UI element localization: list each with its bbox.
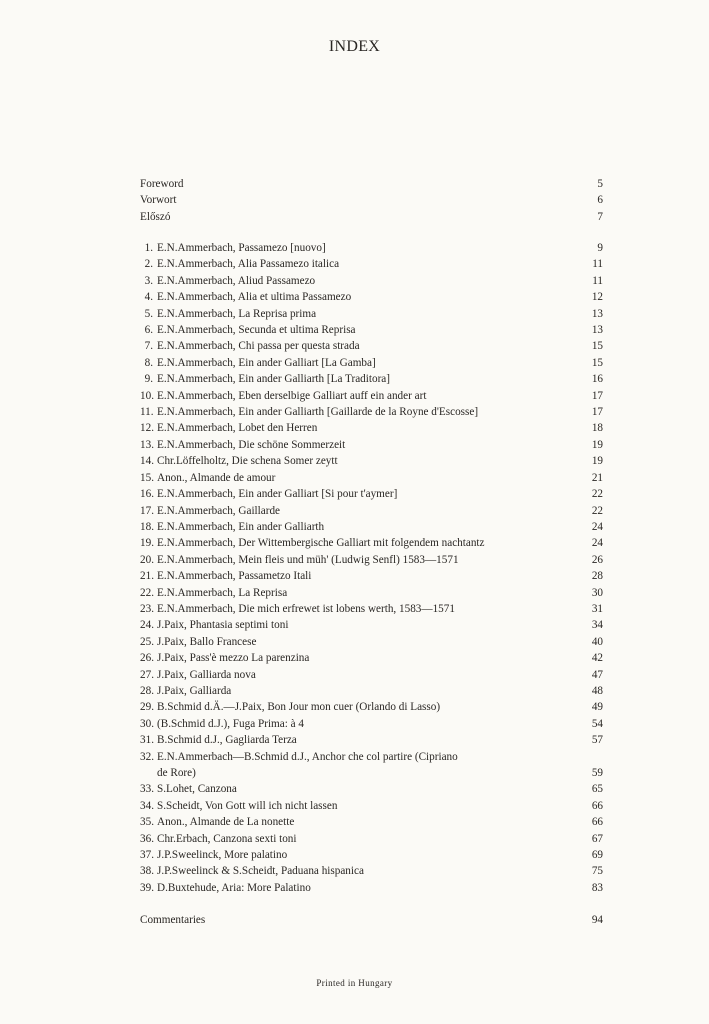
entry-number: 14. (140, 455, 154, 468)
entry-page: 21 (591, 471, 603, 484)
entry-title: E.N.Ammerbach, Der Wittembergische Galliart mit folgendem nachtantz (157, 537, 485, 550)
entry-number: 23. (140, 602, 154, 615)
entry-title: S.Lohet, Canzona (157, 783, 237, 796)
entry-title: Anon., Almande de La nonette (157, 816, 295, 829)
index-entry (140, 453, 603, 469)
index-entry (140, 601, 603, 617)
entry-page: 6 (597, 194, 603, 207)
index-entry (140, 306, 603, 322)
entry-title: E.N.Ammerbach, Aliud Passamezo (157, 274, 316, 287)
entry-number: 11. (140, 406, 154, 419)
index-entry (140, 322, 603, 338)
index-entry (140, 568, 603, 584)
index-entry (140, 404, 603, 420)
entry-title: S.Scheidt, Von Gott will ich nicht lassen (157, 799, 338, 812)
index-entry (140, 749, 603, 765)
entry-title: E.N.Ammerbach, Ein ander Galliarth (157, 520, 325, 533)
entry-title: E.N.Ammerbach, Ein ander Galliart [La Gamba] (157, 356, 376, 369)
index-entry (140, 470, 603, 486)
entry-title: E.N.Ammerbach, Alia et ultima Passamezo (157, 291, 352, 304)
entry-title: E.N.Ammerbach—B.Schmid d.J., Anchor che col partire (Cipriano (157, 750, 458, 763)
index-entry (140, 552, 603, 568)
index-entry (140, 289, 603, 305)
index-entry (140, 256, 603, 272)
entry-page: 28 (591, 570, 603, 583)
index-entry (140, 667, 603, 683)
index-entry (140, 371, 603, 387)
entry-page: 26 (591, 553, 603, 566)
entry-page: 12 (591, 291, 603, 304)
entry-page: 19 (591, 455, 603, 468)
entry-number: 35. (140, 816, 154, 829)
entry-title: J.Paix, Ballo Francese (157, 635, 257, 648)
entry-page: 17 (591, 406, 603, 419)
entry-number: 28. (140, 684, 154, 697)
entry-title: Chr.Löffelholtz, Die schena Somer zeytt (157, 455, 338, 468)
front-matter-list (140, 176, 603, 225)
entry-page: 67 (591, 832, 603, 845)
entry-number: 27. (140, 668, 154, 681)
entry-page: 24 (591, 520, 603, 533)
entry-title: E.N.Ammerbach, La Reprisa (157, 586, 288, 599)
index-entry (140, 240, 603, 256)
front-matter-entry (140, 192, 603, 208)
entry-number: 4. (144, 291, 153, 304)
page-title: INDEX (328, 38, 381, 55)
entry-page: 5 (597, 178, 603, 190)
entry-title: J.Paix, Galliarda (157, 684, 232, 697)
entry-number: 24. (140, 619, 154, 632)
entry-title-continuation: de Rore) (157, 767, 196, 779)
entry-page: 83 (591, 881, 603, 894)
index-entry (140, 798, 603, 814)
back-matter-entry (140, 912, 603, 928)
entry-page: 59 (591, 767, 603, 779)
entry-page: 30 (591, 586, 603, 599)
entry-page: 13 (591, 307, 603, 320)
entry-title: (B.Schmid d.J.), Fuga Prima: à 4 (157, 717, 304, 730)
index-entry (140, 650, 603, 666)
entry-page: 49 (591, 701, 603, 714)
entry-title: J.Paix, Pass'è mezzo La parenzina (157, 652, 310, 665)
index-entry (140, 519, 603, 535)
entry-number: 10. (140, 389, 154, 402)
entry-page: 15 (591, 340, 603, 353)
entry-number: 19. (140, 537, 154, 550)
entry-page: 66 (591, 816, 603, 829)
entry-number: 39. (140, 881, 154, 894)
index-entry (140, 716, 603, 732)
entry-page: 69 (591, 849, 603, 862)
entry-number: 36. (140, 832, 154, 845)
entry-number: 31. (140, 734, 154, 747)
entry-page: 16 (591, 373, 603, 386)
index-entry (140, 699, 603, 715)
entry-number: 26. (140, 652, 154, 665)
entry-title: Előszó (140, 210, 171, 223)
entry-page: 18 (591, 422, 603, 435)
entry-number: 32. (140, 750, 154, 763)
entry-page: 47 (591, 668, 603, 681)
entry-title: E.N.Ammerbach, Ein ander Galliarth [Gaillarde de la Royne d'Escosse] (157, 406, 479, 419)
entry-page: 9 (597, 242, 603, 254)
entry-title: E.N.Ammerbach, Die schöne Sommerzeit (157, 438, 346, 451)
entry-number: 34. (140, 799, 154, 812)
entry-title: J.Paix, Galliarda nova (157, 668, 256, 681)
index-entry (140, 585, 603, 601)
entry-page: 17 (591, 389, 603, 402)
entry-page: 22 (591, 488, 603, 501)
index-entry (140, 781, 603, 797)
entry-number: 7. (144, 340, 153, 353)
entry-title: E.N.Ammerbach, Die mich erfrewet ist lobens werth, 1583—1571 (157, 602, 455, 615)
entry-title: E.N.Ammerbach, Gaillarde (157, 504, 281, 517)
index-entry (140, 420, 603, 436)
entry-number: 30. (140, 717, 154, 730)
entry-title: E.N.Ammerbach, Chi passa per questa strada (157, 340, 360, 353)
entry-number: 15. (140, 471, 154, 484)
index-entry-continuation (140, 765, 603, 781)
entry-page: 13 (591, 324, 603, 337)
front-matter-entry (140, 176, 603, 192)
entry-page: 7 (597, 210, 603, 223)
front-matter-entry (140, 209, 603, 225)
entry-page: 42 (591, 652, 603, 665)
entry-page: 57 (591, 734, 603, 747)
entry-number: 18. (140, 520, 154, 533)
index-entry (140, 634, 603, 650)
entry-title: B.Schmid d.Ä.—J.Paix, Bon Jour mon cuer (Orlando di Lasso) (157, 701, 441, 714)
entry-number: 22. (140, 586, 154, 599)
entry-number: 37. (140, 849, 154, 862)
index-entry (140, 535, 603, 551)
entry-number: 21. (140, 570, 154, 583)
entry-page: 15 (591, 356, 603, 369)
entry-page: 48 (591, 684, 603, 697)
entry-title: B.Schmid d.J., Gagliarda Terza (157, 734, 297, 747)
entry-number: 25. (140, 635, 154, 648)
index-entry (140, 355, 603, 371)
entry-number: 12. (140, 422, 154, 435)
index-entry (140, 732, 603, 748)
entry-title: E.N.Ammerbach, Mein fleis und müh' (Ludwig Senfl) 1583—1571 (157, 553, 459, 566)
entry-page: 11 (592, 274, 603, 287)
entry-page: 66 (591, 799, 603, 812)
index-entry (140, 486, 603, 502)
entry-title: J.P.Sweelinck & S.Scheidt, Paduana hispanica (157, 865, 364, 878)
entry-page: 40 (591, 635, 603, 648)
entry-number: 13. (140, 438, 154, 451)
entry-title: E.N.Ammerbach, Passametzo Itali (157, 570, 312, 583)
index-entry (140, 503, 603, 519)
index-entry (140, 847, 603, 863)
entry-page: 11 (592, 258, 603, 271)
entry-title: Commentaries (140, 914, 206, 926)
entry-title: Anon., Almande de amour (157, 471, 276, 484)
index-entry (140, 683, 603, 699)
entry-number: 17. (140, 504, 154, 517)
entry-title: E.N.Ammerbach, Alia Passamezo italica (157, 258, 340, 271)
entry-page: 94 (591, 914, 603, 926)
entry-title: D.Buxtehude, Aria: More Palatino (157, 881, 311, 894)
index-entry (140, 814, 603, 830)
entry-page: 22 (591, 504, 603, 517)
entry-page: 24 (591, 537, 603, 550)
entry-title: J.Paix, Phantasia septimi toni (157, 619, 289, 632)
entry-title: E.N.Ammerbach, Lobet den Herren (157, 422, 318, 435)
entry-number: 29. (140, 701, 154, 714)
index-entry (140, 831, 603, 847)
entry-page: 34 (591, 619, 603, 632)
index-entry (140, 863, 603, 879)
entry-number: 38. (140, 865, 154, 878)
index-entry (140, 388, 603, 404)
entry-title: J.P.Sweelinck, More palatino (157, 849, 288, 862)
entry-title: Vorwort (140, 194, 177, 207)
entry-title: Chr.Erbach, Canzona sexti toni (157, 832, 297, 845)
entry-title: E.N.Ammerbach, Ein ander Galliarth [La Traditora] (157, 373, 390, 386)
entry-page: 19 (591, 438, 603, 451)
entry-number: 33. (140, 783, 154, 796)
entry-title: E.N.Ammerbach, Passamezo [nuovo] (157, 242, 326, 254)
index-entries-list (140, 240, 603, 896)
entry-page: 75 (591, 865, 603, 878)
entry-page: 65 (591, 783, 603, 796)
entry-number: 2. (144, 258, 153, 271)
entry-number: 16. (140, 488, 154, 501)
entry-number: 5. (144, 307, 153, 320)
entry-number: 8. (144, 356, 153, 369)
entry-number: 1. (144, 242, 153, 254)
index-entry (140, 273, 603, 289)
index-entry (140, 338, 603, 354)
entry-title: E.N.Ammerbach, La Reprisa prima (157, 307, 317, 320)
entry-page: 31 (591, 602, 603, 615)
index-entry (140, 437, 603, 453)
index-entry (140, 617, 603, 633)
entry-title: Foreword (140, 178, 184, 190)
back-matter-list (140, 912, 603, 928)
printed-note: Printed in Hungary (316, 978, 393, 988)
entry-number: 6. (144, 324, 153, 337)
index-entry (140, 880, 603, 896)
entry-number: 20. (140, 553, 154, 566)
entry-title: E.N.Ammerbach, Eben derselbige Galliart auff ein ander art (157, 389, 427, 402)
entry-page: 54 (591, 717, 603, 730)
entry-title: E.N.Ammerbach, Secunda et ultima Reprisa (157, 324, 356, 337)
entry-number: 9. (144, 373, 153, 386)
entry-number: 3. (144, 274, 153, 287)
entry-title: E.N.Ammerbach, Ein ander Galliart [Si pour t'aymer] (157, 488, 398, 501)
